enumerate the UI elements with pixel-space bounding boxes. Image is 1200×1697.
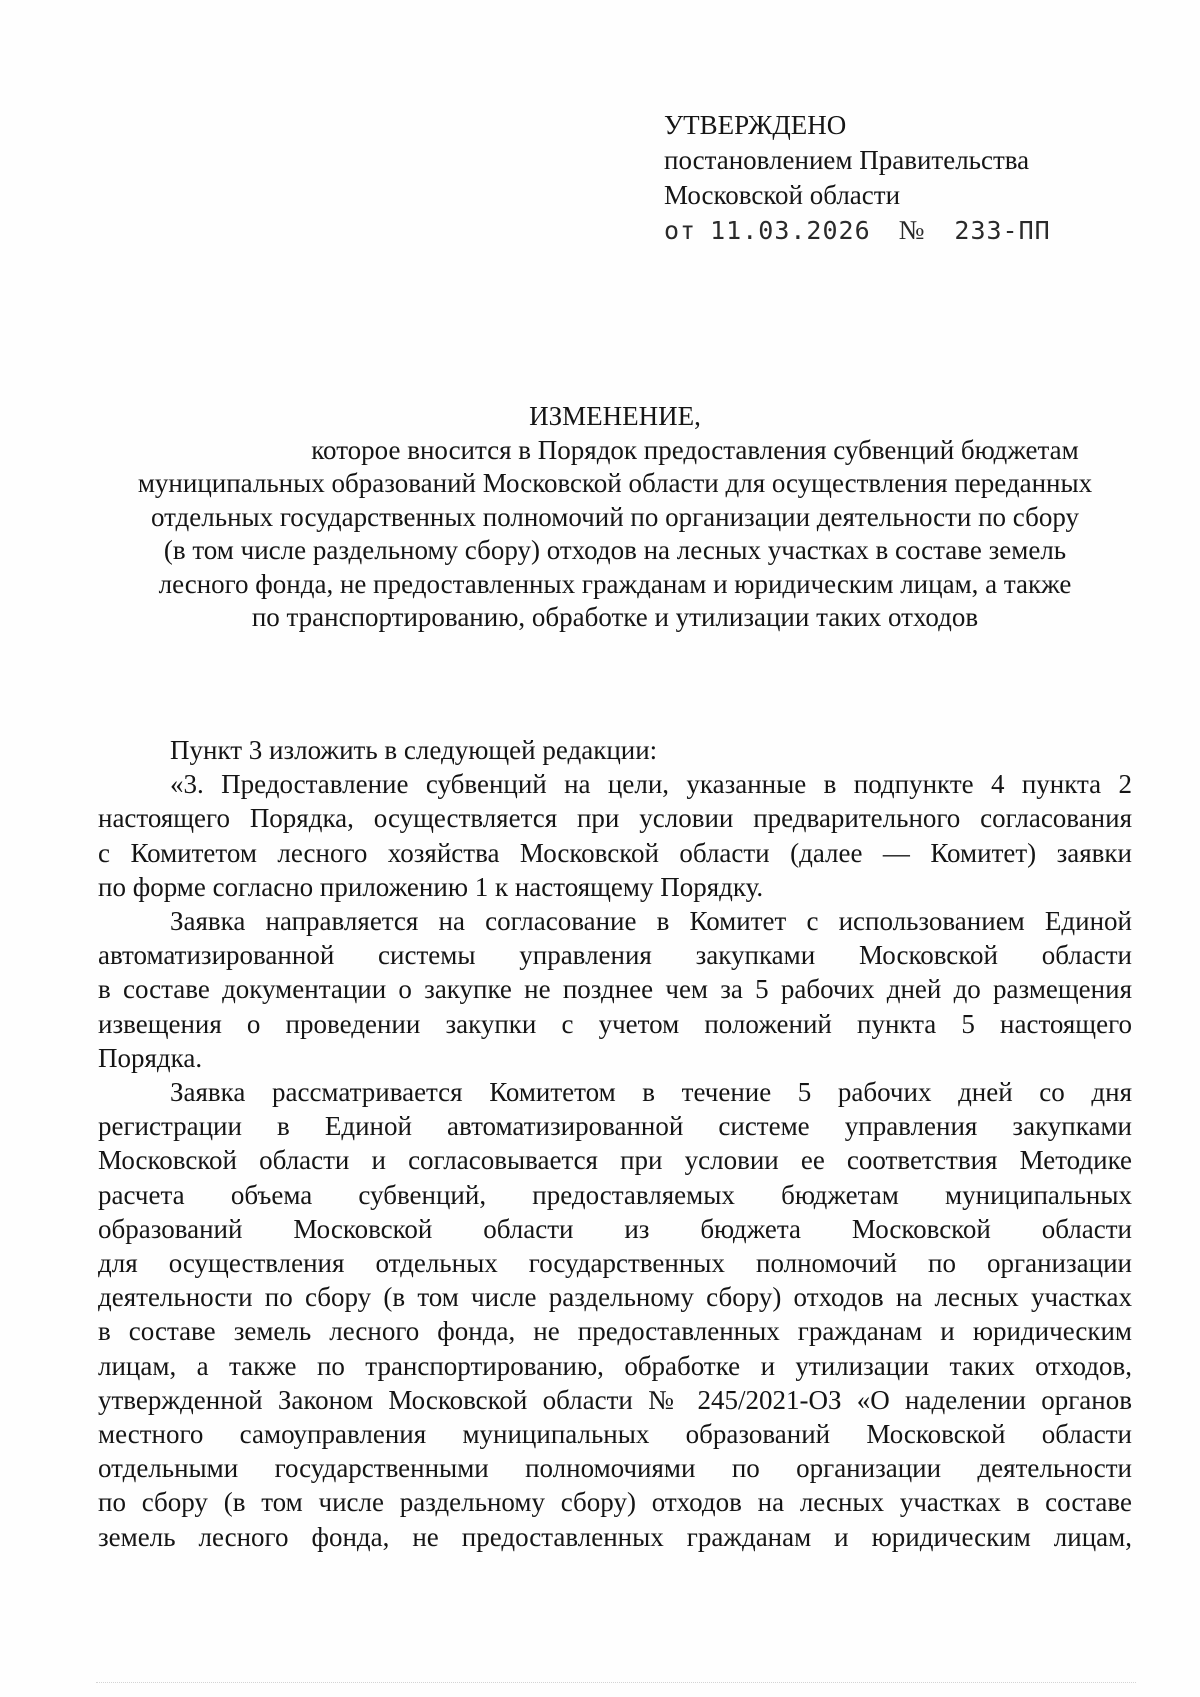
text-line: регистрации в Единой автоматизированной системе управления закупками — [98, 1111, 1132, 1142]
approval-authority: постановлением Правительства — [664, 145, 1030, 175]
decree-number: 233-ПП — [954, 216, 1051, 245]
number-sign: № — [898, 215, 925, 245]
decree-date: 11.03.2026 — [710, 216, 871, 245]
heading-title: ИЗМЕНЕНИЕ, — [529, 401, 701, 431]
text-line: в составе документации о закупке не позднее чем за 5 рабочих дней до размещения — [98, 974, 1132, 1005]
heading-line: муниципальных образований Московской области для осуществления переданных — [137, 468, 1093, 498]
text-line: Порядка. — [98, 1042, 203, 1073]
heading-line: по транспортированию, обработке и утилизации таких отходов — [251, 602, 979, 632]
document-heading — [100, 400, 1130, 635]
heading-line: лесного фонда, не предоставленных гражданам и юридическим лицам, а также — [158, 568, 1072, 599]
text-line: утвержденной Законом Московской области № 245/2021-ОЗ «О наделении органов — [98, 1384, 1132, 1415]
text-line: расчета объема субвенций, предоставляемых бюджетам муниципальных — [98, 1179, 1132, 1210]
text-line: отдельными государственными полномочиями по организации деятельности — [98, 1453, 1132, 1484]
text-line: по сбору (в том числе раздельному сбору) отходов на лесных участках в составе — [98, 1487, 1132, 1518]
text-line: местного самоуправления муниципальных образований Московской области — [98, 1419, 1132, 1450]
text-line: по форме согласно приложению 1 к настоящему Порядку. — [98, 871, 764, 902]
approval-region: Московской области — [664, 180, 901, 210]
page-bottom-edge — [96, 1682, 1136, 1687]
heading-line: которое вносится в Порядок предоставления субвенций бюджетам — [311, 434, 1079, 465]
text-line: Заявка рассматривается Комитетом в течение 5 рабочих дней со дня — [170, 1077, 1132, 1108]
text-line: извещения о проведении закупки с учетом положений пункта 5 настоящего — [98, 1008, 1132, 1039]
approval-title: УТВЕРЖДЕНО — [664, 110, 847, 140]
text-line: деятельности по сбору (в том числе раздельному сбору) отходов на лесных участках — [98, 1282, 1132, 1313]
paragraph-3 — [98, 1075, 1132, 1554]
paragraph-1 — [98, 767, 1132, 904]
text-line: с Комитетом лесного хозяйства Московской области (далее — Комитет) заявки — [98, 837, 1132, 868]
approval-date-line — [664, 213, 1051, 248]
date-prefix: от — [664, 216, 697, 245]
heading-line: (в том числе раздельному сбору) отходов на лесных участках в составе земель — [163, 535, 1067, 565]
text-line: в составе земель лесного фонда, не предоставленных гражданам и юридическим — [98, 1316, 1132, 1347]
heading-line: отдельных государственных полномочий по организации деятельности по сбору — [150, 501, 1080, 532]
text-line: Заявка направляется на согласование в Комитет с использованием Единой — [170, 906, 1132, 937]
paragraph-2 — [98, 904, 1132, 1075]
text-line: земель лесного фонда, не предоставленных гражданам и юридическим лицам, — [98, 1521, 1132, 1552]
document-body — [98, 733, 1132, 1554]
text-line: образований Московской области из бюджета Московской области — [98, 1213, 1132, 1244]
text-line: лицам, а также по транспортированию, обработке и утилизации таких отходов, — [98, 1350, 1132, 1381]
text-line: для осуществления отдельных государственных полномочий по организации — [98, 1248, 1132, 1279]
approval-stamp — [664, 108, 1051, 248]
text-line: автоматизированной системы управления закупками Московской области — [98, 940, 1132, 971]
text-line: Московской области и согласовывается при условии ее соответствия Методике — [98, 1145, 1132, 1176]
text-line: «3. Предоставление субвенций на цели, указанные в подпункте 4 пункта 2 — [170, 769, 1132, 800]
intro-line: Пункт 3 изложить в следующей редакции: — [170, 735, 658, 765]
text-line: настоящего Порядка, осуществляется при условии предварительного согласования — [98, 803, 1132, 834]
